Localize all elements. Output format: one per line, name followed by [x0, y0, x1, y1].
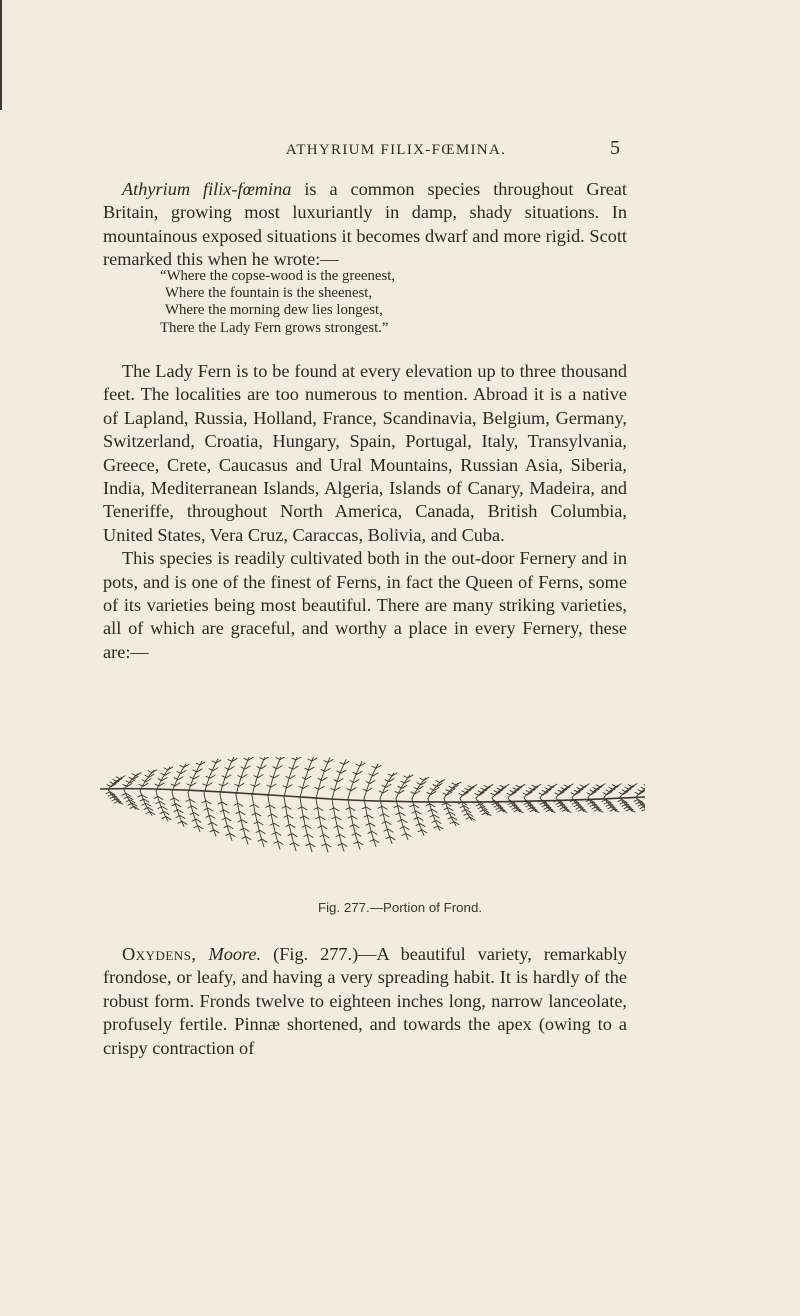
figure-caption: Fig. 277.—Portion of Frond. [317, 900, 483, 915]
verse-line: “Where the copse-wood is the greenest, [160, 268, 396, 284]
verse-line: Where the fountain is the sheenest, [165, 285, 373, 302]
variety-author: Moore. [208, 944, 262, 964]
running-head: ATHYRIUM FILIX-FŒMINA. [285, 142, 507, 158]
verse-quote [160, 268, 520, 337]
verse-line: Where the morning dew lies longest, [165, 302, 383, 319]
paragraph-3: This species is readily cultivated both in the out-door Fernery and in pots, and is one of the finest of Ferns, in fact the Queen of Ferns, some of its varieties being most beautiful. There are many striking varieties, all of which are graceful, and worthy a place in every Fernery, these are:— [103, 548, 627, 662]
page-number: 5 [610, 137, 620, 159]
paragraph-2: The Lady Fern is to be found at every elevation up to three thousand feet. The localities are too numerous to mention. Abroad it is a native of Lapland, Russia, Holland, France, Scandinavia, Belgium, Germany, Switzerland, Croatia, Hungary, Spain, Portugal, Italy, Transylvania, Greece, Crete, Caucasus and Ural Mountains, Russian Asia, Siberia, India, Mediterranean Islands, Algeria, Islands of Canary, Madeira, and Teneriffe, throughout North America, Canada, British Columbia, United States, Vera Cruz, Caraccas, Bolivia, and Cuba. [103, 361, 627, 545]
intro-paragraph [103, 178, 627, 272]
fern-frond-illustration [100, 757, 645, 867]
variety-name: Oxydens, [122, 944, 197, 964]
intro-text: is a common species throughout Great Britain, growing most luxuriantly in damp, shady situations. In mountainous exposed situations it becomes dwarf and more rigid. Scott remarked this when he wrote:— [103, 179, 627, 270]
variety-paragraph [103, 943, 627, 1060]
variety-text: (Fig. 277.)—A beautiful variety, remarkably frondose, or leafy, and having a very spreading habit. It is hardly of the robust form. Fronds twelve to eighteen inches long, narrow lanceolate, profusely fertile. Pinnæ shortened, and towards the apex (owing to a crispy contraction of [103, 944, 627, 1058]
binding-edge [0, 0, 2, 110]
localities-paragraph [103, 360, 627, 664]
species-name: Athyrium filix-fœmina [122, 179, 292, 199]
verse-line: There the Lady Fern grows strongest.” [160, 319, 389, 336]
